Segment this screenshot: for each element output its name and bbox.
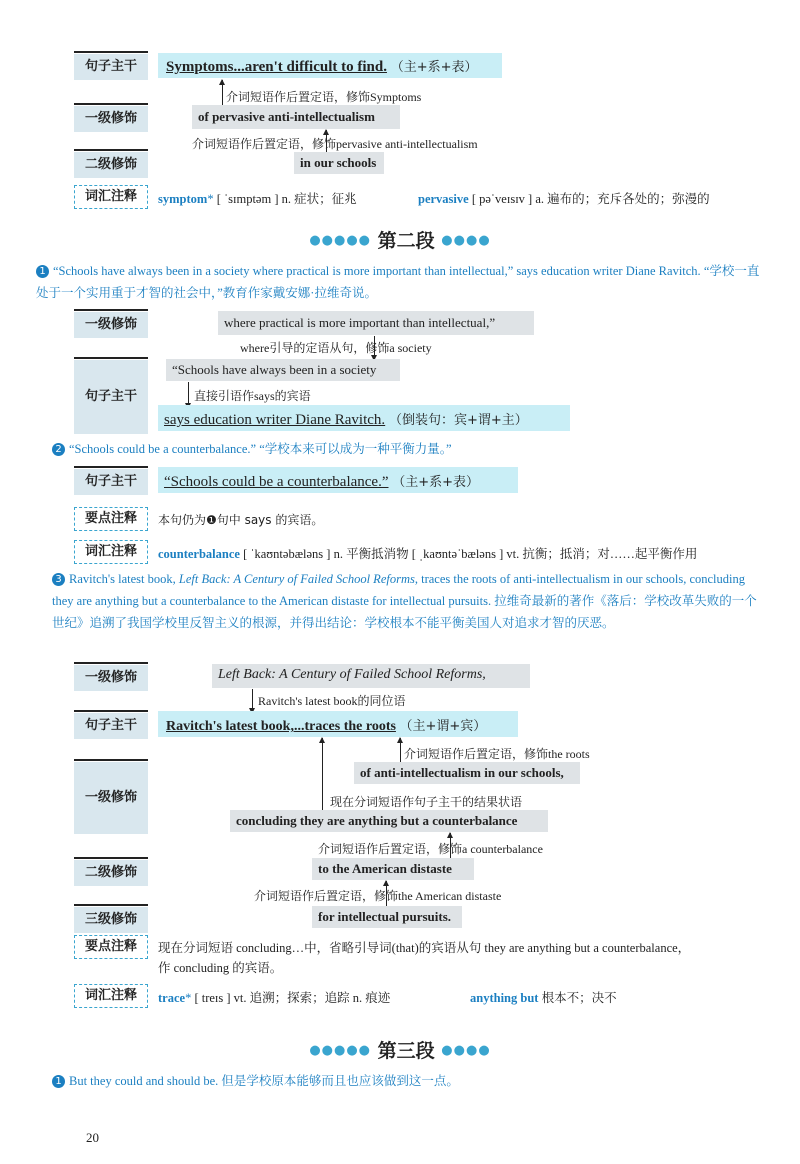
section-title [0,226,800,253]
label-level1: 一级修饰 [74,312,148,338]
annotation: Ravitch's latest book的同位语 [258,694,406,708]
modifier [318,909,451,925]
label-note: 要点注释 [74,507,148,531]
vocab-def: 根本不；决不 [541,991,617,1005]
label-vocab: 词汇注释 [74,185,148,209]
modifier-text: Left Back: A Century of Failed School Reforms, [218,667,486,682]
label-level3: 三级修饰 [74,907,148,933]
vocab-word: counterbalance [158,547,240,561]
annotation: 现在分词短语作句子主干的结果状语 [330,795,523,809]
modifier-text: to the American distaste [318,861,452,876]
vocab-word: trace [158,991,186,1005]
clause [172,362,376,378]
paragraph [36,260,760,304]
paragraph-chinese: “学校一直处于一个实用重于才智的社会中，”教育作家戴安娜·拉维奇说。 [36,264,760,300]
label-level2: 二级修饰 [74,152,148,178]
decor-dots: ●●●●● [309,233,372,248]
vocab-word: symptom [158,192,208,206]
main-sentence [164,409,528,429]
paragraph [52,1070,758,1092]
label-main: 句子主干 [74,54,148,80]
vocab-word: pervasive [418,192,469,206]
sentence-number: 1 [52,1075,65,1088]
decor-dots: ●●●● [441,1043,491,1058]
modifier [300,155,376,171]
paragraph-chinese: 但是学校原本能够而且也应该做到这一点。 [221,1074,459,1088]
modifier [318,861,452,877]
vocab-def: [ ˈsɪmptəm ] n. 症状；征兆 [216,192,357,206]
clause-text: “Schools have always been in a society [172,362,377,377]
main-sentence-text: Symptoms...aren't difficult to find. [166,59,387,75]
vocab-entry [418,189,710,207]
vocab-star: * [207,192,214,206]
note-text [158,938,690,978]
paragraph [52,568,758,634]
main-sentence [166,715,486,735]
label-level1: 一级修饰 [74,665,148,691]
annotation: where引导的定语从句，修饰a society [240,341,432,355]
paragraph-chinese: “学校本来可以成为一种平衡力量。” [259,442,452,456]
paragraph-english-b: , traces the roots of anti-intellectualism in our schools, concluding they are anything but a counterbalance to the American distaste for intellectual pursuits. [52,572,745,608]
annotation: 介词短语作后置定语，修饰the roots [404,747,590,761]
modifier-text: of anti-intellectualism in our schools, [360,765,564,780]
sentence-number: 3 [52,573,65,586]
vocab-entry [158,189,357,207]
paragraph [52,438,758,460]
vocab-entry [158,544,697,562]
label-main: 句子主干 [74,469,148,495]
arrow [322,738,323,810]
paragraph-chinese: 拉维奇最新的著作《落后：学校改革失败的一个世纪》追溯了我国学校里反智主义的根源，并得出结论：学校根本不能平衡美国人对追求才智的厌恶。 [52,594,757,630]
main-structure: （主+谓+宾） [399,719,487,734]
vocab-word: anything but [470,991,539,1005]
paragraph-english: But they could and should be. [69,1074,219,1088]
modifier [218,667,486,683]
sentence-number: 1 [36,265,49,278]
annotation: 介词短语作后置定语，修饰pervasive anti-intellectualism [192,137,478,151]
book-title: Left Back: A Century of Failed School Reforms [178,572,415,586]
decor-dots: ●●●●● [309,1043,372,1058]
main-sentence [166,56,478,76]
vocab-entry [158,988,390,1006]
annotation: 直接引语作says的宾语 [194,389,311,403]
section-title [0,1036,800,1063]
paragraph-english: “Schools could be a counterbalance.” [69,442,257,456]
sentence-number: 2 [52,443,65,456]
vocab-star: * [185,991,192,1005]
annotation: 介词短语作后置定语，修饰a counterbalance [318,842,543,856]
section-title-text: 第二段 [377,230,435,252]
annotation: 介词短语作后置定语，修饰the American distaste [254,889,502,903]
vocab-def: [ treɪs ] vt. 追溯；探索；追踪 n. 痕迹 [194,991,391,1005]
annotation: 介词短语作后置定语，修饰Symptoms [226,90,422,104]
page-number: 20 [86,1130,99,1145]
vocab-def: [ pəˈveɪsɪv ] a. 遍布的；充斥各处的；弥漫的 [471,192,710,206]
label-level1: 一级修饰 [74,106,148,132]
label-level2: 二级修饰 [74,860,148,886]
label-main: 句子主干 [74,360,148,434]
modifier [224,315,495,331]
label-vocab: 词汇注释 [74,984,148,1008]
modifier [360,765,564,781]
modifier-text: concluding they are anything but a counterbalance [236,813,518,828]
label-vocab: 词汇注释 [74,540,148,564]
modifier-text: for intellectual pursuits. [318,909,452,924]
main-sentence-text: Ravitch's latest book,...traces the roots [166,719,396,734]
vocab-def: [ ˈkaʊntəbæləns ] n. 平衡抵消物 [ ˌkaʊntəˈbæləns ] vt. 抗衡；抵消；对……起平衡作用 [243,547,698,561]
main-structure: （主+系+表） [392,475,480,490]
modifier-text: in our schools [300,155,377,170]
main-sentence-text: says education writer Diane Ravitch. [164,412,386,428]
arrow [252,689,253,713]
main-sentence-text: “Schools could be a counterbalance.” [164,474,389,490]
label-note: 要点注释 [74,935,148,959]
main-sentence [164,471,479,491]
note-line: 作 concluding 的宾语。 [158,961,283,975]
main-structure: （主+系+表） [390,60,478,75]
main-structure: （倒装句：宾+谓+主） [388,413,528,428]
modifier: of pervasive anti-intellectualism [198,109,375,124]
arrow [400,738,401,764]
vocab-entry [470,988,617,1006]
modifier-text: where practical is more important than intellectual,” [224,315,496,330]
label-main: 句子主干 [74,713,148,739]
modifier [236,813,517,829]
decor-dots: ●●●● [441,233,491,248]
label-level1: 一级修饰 [74,762,148,834]
paragraph-english-a: Ravitch's latest book, [69,572,179,586]
note-line: 现在分词短语 concluding…中，省略引导词(that)的宾语从句 they are anything but a counterbalance， [158,941,691,955]
paragraph-english: “Schools have always been in a society where practical is more important than intellectual,” says education writer Diane Ravitch. [53,264,701,278]
section-title-text: 第三段 [377,1040,435,1062]
note-text: 本句仍为❶句中 says 的宾语。 [158,513,324,527]
